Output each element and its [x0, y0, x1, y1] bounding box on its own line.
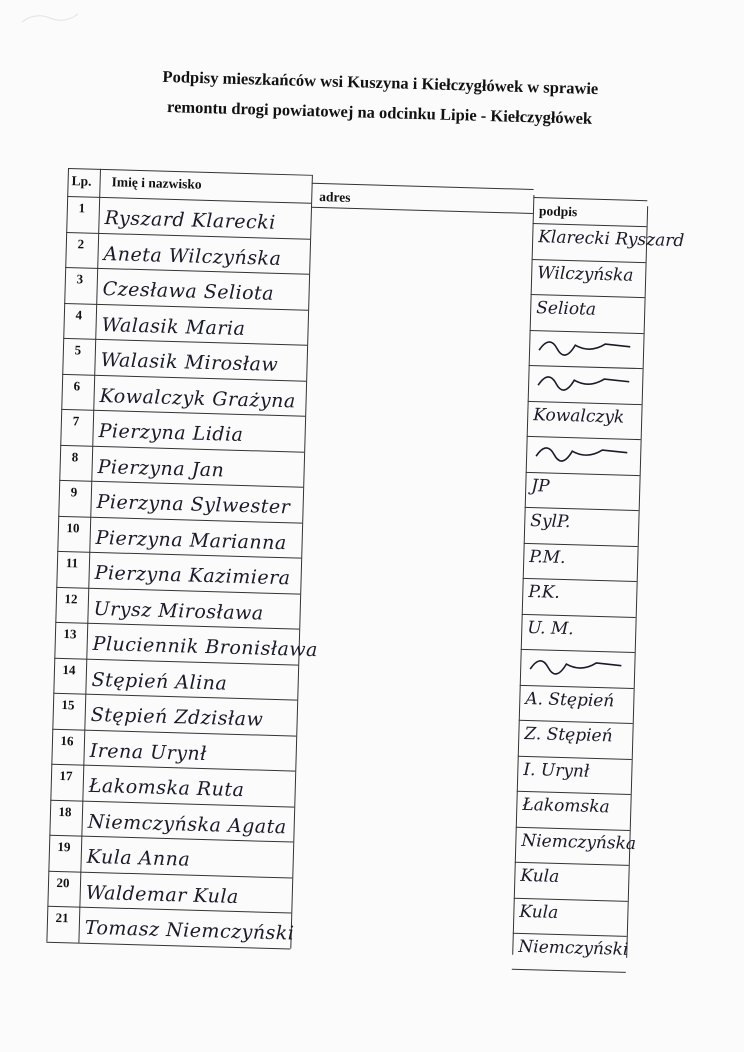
title-line-2: remontu drogi powiatowej na odcinku Lipie - Kiełczygłówek: [166, 97, 593, 128]
row-signature: Kula: [519, 901, 559, 923]
row-signature: P.K.: [528, 582, 561, 603]
row-number: 8: [71, 448, 79, 464]
row-line-5: [63, 338, 307, 346]
row-number: 3: [76, 271, 84, 287]
row-line-18: [50, 799, 294, 807]
column-divider-name: [290, 175, 313, 948]
row-number: 10: [66, 519, 80, 535]
row-signature: I. Urynł: [523, 759, 590, 782]
row-number: 9: [70, 484, 78, 500]
row-name: Niemczyńska Agata: [87, 810, 287, 838]
row-signature: Niemczyński: [518, 936, 629, 960]
row-name: Ryszard Klarecki: [104, 207, 277, 234]
row-number: 19: [57, 838, 71, 855]
table-border-top: [68, 168, 312, 176]
table-border-top-signature: [533, 197, 647, 201]
row-number: 1: [78, 200, 86, 216]
row-name: Pierzyna Kazimiera: [94, 561, 291, 590]
row-name: Pierzyna Sylwester: [96, 490, 291, 519]
row-number: 15: [61, 697, 75, 713]
row-name: Pluciennik Bronisława: [92, 632, 319, 662]
title-line-1: Podpisy mieszkańców wsi Kuszyna i Kiełczygłówek w sprawie: [162, 66, 599, 99]
header-address: adres: [319, 189, 351, 205]
row-number: 20: [56, 874, 70, 890]
row-name: Kowalczyk Grażyna: [99, 384, 297, 412]
row-number: 17: [59, 768, 73, 784]
row-line-21: [47, 906, 291, 914]
row-name: Tomasz Niemczyński: [84, 916, 295, 945]
document-title: [99, 60, 660, 136]
row-number: 14: [62, 661, 76, 677]
signature-table: [46, 168, 685, 984]
row-name: Pierzyna Jan: [97, 455, 225, 481]
row-signature: Klarecki Ryszard: [537, 227, 685, 252]
row-signature: Kula: [520, 865, 560, 887]
row-signature: SylP.: [530, 511, 571, 533]
row-name: Waldemar Kula: [85, 881, 240, 908]
row-line-15: [53, 693, 297, 701]
signature-border-bottom: [512, 968, 626, 972]
row-signature: Kowalczyk: [533, 404, 625, 428]
row-number: 16: [60, 732, 74, 748]
row-signature: U. M.: [527, 617, 575, 639]
row-number: 12: [64, 590, 78, 606]
row-signature: Łakomska: [522, 794, 610, 818]
row-number: 6: [73, 377, 81, 393]
row-name: Aneta Wilczyńska: [103, 242, 282, 270]
row-name: Czesława Seliota: [102, 278, 275, 305]
row-name: Pierzyna Lidia: [98, 419, 244, 446]
row-signature-scribble: [535, 330, 636, 363]
row-line-8: [60, 444, 304, 452]
row-line-17: [51, 764, 295, 772]
row-line-9: [59, 480, 303, 488]
row-signature: Wilczyńska: [536, 262, 634, 286]
row-name: Łakomska Ruta: [88, 774, 245, 802]
row-number: 21: [55, 909, 69, 926]
row-signature: Z. Stępień: [524, 723, 613, 747]
row-signature-scribble: [532, 436, 633, 469]
row-line-20: [48, 870, 292, 878]
row-name: Kula Anna: [86, 845, 191, 871]
address-header-underline: [311, 207, 533, 214]
corner-scratch-mark: [20, 8, 80, 30]
header-signature: podpis: [538, 203, 578, 220]
row-number: 5: [74, 342, 82, 358]
row-number: 13: [63, 626, 77, 642]
row-name: Stępień Zdzisław: [90, 703, 264, 731]
row-signature: Seliota: [535, 298, 597, 320]
row-name: Stępień Alina: [91, 668, 228, 695]
row-name: Irena Urynł: [89, 739, 208, 765]
row-number: 2: [77, 235, 85, 251]
row-number: 7: [72, 413, 80, 429]
row-number: 11: [65, 555, 79, 571]
row-number: 4: [75, 306, 83, 322]
row-signature-scribble: [534, 365, 635, 398]
row-name: Walasik Maria: [101, 313, 246, 340]
row-number: 18: [58, 803, 72, 819]
row-line-1: [67, 196, 311, 204]
header-lp: Lp.: [71, 173, 92, 189]
row-name: Pierzyna Marianna: [95, 526, 288, 554]
row-signature: Niemczyńska: [521, 830, 637, 854]
row-signature: JP: [531, 475, 550, 497]
header-name: Imię i nazwisko: [111, 174, 202, 192]
row-signature: P.M.: [529, 546, 566, 568]
row-signature-scribble: [526, 649, 627, 682]
row-name: Walasik Mirosław: [100, 348, 279, 376]
row-name: Urysz Mirosława: [93, 597, 264, 625]
row-signature: A. Stępień: [525, 688, 615, 711]
